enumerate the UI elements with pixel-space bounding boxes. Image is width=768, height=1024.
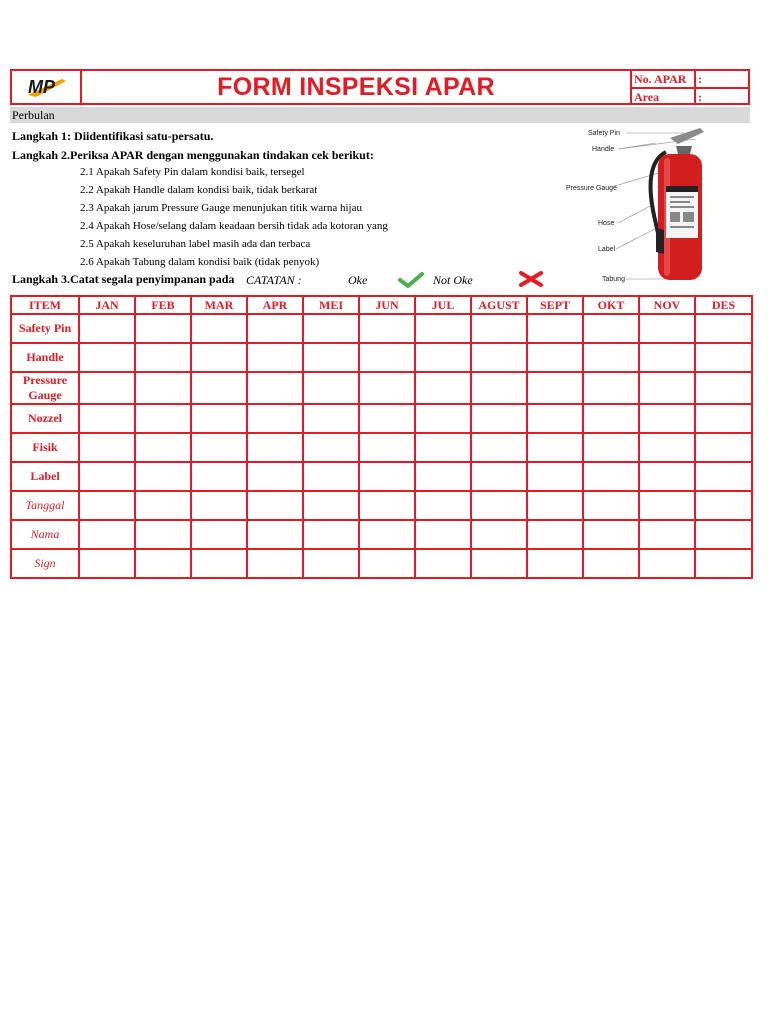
month-header: SEPT (527, 296, 583, 314)
inspection-cell[interactable] (415, 462, 471, 491)
inspection-cell[interactable] (527, 343, 583, 372)
item-header: ITEM (11, 296, 79, 314)
inspection-cell[interactable] (247, 520, 303, 549)
inspection-cell[interactable] (191, 404, 247, 433)
inspection-cell[interactable] (415, 314, 471, 343)
inspection-cell[interactable] (303, 433, 359, 462)
period-bar: Perbulan (10, 107, 750, 123)
inspection-cell[interactable] (135, 314, 191, 343)
inspection-cell[interactable] (639, 462, 695, 491)
step-3: Langkah 3.Catat segala penyimpanan pada (12, 272, 235, 286)
table-row (11, 404, 752, 433)
form-header (10, 69, 750, 105)
inspection-cell[interactable] (79, 520, 135, 549)
check-item: 2.1 Apakah Safety Pin dalam kondisi baik, tersegel (80, 166, 305, 178)
form-title: FORM INSPEKSI APAR (217, 72, 495, 101)
inspection-cell[interactable] (695, 404, 752, 433)
inspection-cell[interactable] (639, 343, 695, 372)
inspection-cell[interactable] (695, 372, 752, 404)
table-row (11, 343, 752, 372)
row-item-label: Nama (11, 520, 79, 549)
inspection-cell[interactable] (527, 462, 583, 491)
inspection-cell[interactable] (303, 549, 359, 578)
inspection-cell[interactable] (135, 520, 191, 549)
check-item: 2.6 Apakah Tabung dalam kondisi baik (tidak penyok) (80, 256, 320, 268)
inspection-cell[interactable] (247, 372, 303, 404)
inspection-cell[interactable] (583, 404, 639, 433)
month-header: JUL (415, 296, 471, 314)
oke-label: Oke (348, 273, 368, 287)
inspection-cell[interactable] (583, 372, 639, 404)
inspection-cell[interactable] (247, 314, 303, 343)
step-1: Langkah 1: Diidentifikasi satu-persatu. (12, 129, 214, 143)
inspection-cell[interactable] (79, 314, 135, 343)
inspection-cell[interactable] (135, 433, 191, 462)
inspection-cell[interactable] (359, 549, 415, 578)
table-header-row (11, 296, 752, 314)
inspection-cell[interactable] (359, 433, 415, 462)
inspection-cell[interactable] (583, 433, 639, 462)
inspection-cell[interactable] (639, 314, 695, 343)
row-item-label: Label (11, 462, 79, 491)
inspection-cell[interactable] (135, 343, 191, 372)
inspection-cell[interactable] (415, 520, 471, 549)
diagram-label-pressure-gauge: Pressure Gauge (566, 185, 617, 192)
inspection-cell[interactable] (527, 491, 583, 520)
inspection-cell[interactable] (527, 549, 583, 578)
inspection-cell[interactable] (639, 433, 695, 462)
meta-box (630, 71, 748, 103)
inspection-cell[interactable] (583, 462, 639, 491)
row-item-label: Pressure Gauge (11, 372, 79, 404)
inspection-cell[interactable] (639, 372, 695, 404)
table-row (11, 314, 752, 343)
inspection-cell[interactable] (527, 404, 583, 433)
inspection-cell[interactable] (359, 491, 415, 520)
inspection-table (10, 295, 753, 579)
inspection-cell[interactable] (583, 343, 639, 372)
inspection-cell[interactable] (303, 343, 359, 372)
inspection-cell[interactable] (79, 462, 135, 491)
inspection-cell[interactable] (303, 372, 359, 404)
inspection-cell[interactable] (639, 491, 695, 520)
inspection-cell[interactable] (303, 520, 359, 549)
month-header: MEI (303, 296, 359, 314)
inspection-cell[interactable] (359, 343, 415, 372)
inspection-cell[interactable] (247, 343, 303, 372)
no-apar-row (632, 71, 748, 87)
table-row (11, 433, 752, 462)
month-header: MAR (191, 296, 247, 314)
cross-icon (518, 270, 544, 288)
inspection-cell[interactable] (583, 491, 639, 520)
month-header: DES (695, 296, 752, 314)
inspection-cell[interactable] (191, 520, 247, 549)
check-item: 2.4 Apakah Hose/selang dalam keadaan bersih tidak ada kotoran yang (80, 220, 388, 232)
inspection-cell[interactable] (191, 314, 247, 343)
inspection-cell[interactable] (415, 372, 471, 404)
month-header: NOV (639, 296, 695, 314)
inspection-cell[interactable] (135, 404, 191, 433)
inspection-cell[interactable] (695, 433, 752, 462)
diagram-label-hose: Hose (598, 220, 615, 227)
inspection-cell[interactable] (471, 491, 527, 520)
inspection-cell[interactable] (191, 372, 247, 404)
inspection-cell[interactable] (79, 404, 135, 433)
row-item-label: Fisik (11, 433, 79, 462)
inspection-cell[interactable] (415, 343, 471, 372)
inspection-cell[interactable] (303, 462, 359, 491)
inspection-cell[interactable] (415, 433, 471, 462)
row-item-label: Tanggal (11, 491, 79, 520)
diagram-label-safety-pin: Safety Pin (588, 130, 620, 137)
inspection-cell[interactable] (583, 520, 639, 549)
month-header: FEB (135, 296, 191, 314)
inspection-cell[interactable] (191, 343, 247, 372)
inspection-cell[interactable] (527, 433, 583, 462)
inspection-cell[interactable] (695, 520, 752, 549)
month-header: JUN (359, 296, 415, 314)
inspection-cell[interactable] (303, 491, 359, 520)
inspection-cell[interactable] (415, 404, 471, 433)
inspection-cell[interactable] (247, 433, 303, 462)
row-item-label: Safety Pin (11, 314, 79, 343)
inspection-cell[interactable] (583, 549, 639, 578)
inspection-cell[interactable] (471, 520, 527, 549)
no-apar-label: No. APAR (632, 71, 696, 87)
inspection-cell[interactable] (695, 314, 752, 343)
inspection-cell[interactable] (695, 549, 752, 578)
inspection-cell[interactable] (303, 314, 359, 343)
inspection-cell[interactable] (247, 491, 303, 520)
inspection-cell[interactable] (79, 491, 135, 520)
inspection-cell[interactable] (359, 462, 415, 491)
month-header: APR (247, 296, 303, 314)
diagram-label-label: Label (598, 246, 616, 253)
inspection-cell[interactable] (247, 549, 303, 578)
inspection-cell[interactable] (359, 520, 415, 549)
inspection-cell[interactable] (639, 404, 695, 433)
extinguisher-diagram (560, 124, 750, 286)
check-item: 2.2 Apakah Handle dalam kondisi baik, tidak berkarat (80, 184, 318, 196)
logo (12, 71, 82, 103)
no-apar-field[interactable]: : (698, 72, 702, 86)
inspection-cell[interactable] (695, 491, 752, 520)
table-row (11, 549, 752, 578)
inspection-cell[interactable] (415, 549, 471, 578)
inspection-cell[interactable] (191, 491, 247, 520)
inspection-cell[interactable] (695, 343, 752, 372)
table-row (11, 462, 752, 491)
logo-text: MP (28, 77, 55, 97)
inspection-cell[interactable] (135, 549, 191, 578)
month-header: AGUST (471, 296, 527, 314)
inspection-cell[interactable] (527, 314, 583, 343)
inspection-cell[interactable] (527, 372, 583, 404)
check-icon (398, 272, 424, 288)
row-item-label: Sign (11, 549, 79, 578)
inspection-cell[interactable] (191, 433, 247, 462)
inspection-cell[interactable] (695, 462, 752, 491)
inspection-cell[interactable] (303, 404, 359, 433)
inspection-cell[interactable] (359, 372, 415, 404)
row-item-label: Handle (11, 343, 79, 372)
table-row (11, 372, 752, 404)
inspection-cell[interactable] (359, 314, 415, 343)
mp-logo-icon (22, 73, 70, 101)
inspection-cell[interactable] (471, 372, 527, 404)
inspection-cell[interactable] (359, 404, 415, 433)
diagram-label-tabung: Tabung (602, 276, 625, 283)
inspection-cell[interactable] (471, 314, 527, 343)
inspection-cell[interactable] (471, 433, 527, 462)
inspection-cell[interactable] (639, 549, 695, 578)
inspection-cell[interactable] (79, 343, 135, 372)
month-header: JAN (79, 296, 135, 314)
inspection-cell[interactable] (639, 520, 695, 549)
row-item-label: Nozzel (11, 404, 79, 433)
inspection-cell[interactable] (471, 404, 527, 433)
inspection-cell[interactable] (527, 520, 583, 549)
inspection-cell[interactable] (135, 491, 191, 520)
inspection-cell[interactable] (79, 433, 135, 462)
inspection-cell[interactable] (135, 462, 191, 491)
diagram-label-handle: Handle (592, 146, 615, 153)
inspection-cell[interactable] (471, 343, 527, 372)
inspection-cell[interactable] (191, 549, 247, 578)
inspection-cell[interactable] (471, 549, 527, 578)
check-item: 2.5 Apakah keseluruhan label masih ada dan terbaca (80, 238, 311, 250)
inspection-cell[interactable] (135, 372, 191, 404)
month-header: OKT (583, 296, 639, 314)
area-row (632, 87, 748, 105)
table-row (11, 491, 752, 520)
not-oke-label: Not Oke (433, 273, 473, 287)
check-item: 2.3 Apakah jarum Pressure Gauge menunjukan titik warna hijau (80, 202, 362, 214)
area-label: Area (632, 89, 696, 105)
catatan-label: CATATAN : (246, 273, 302, 287)
area-field[interactable]: : (698, 90, 702, 104)
inspection-cell[interactable] (79, 549, 135, 578)
inspection-cell[interactable] (79, 372, 135, 404)
inspection-cell[interactable] (247, 462, 303, 491)
inspection-cell[interactable] (471, 462, 527, 491)
inspection-cell[interactable] (247, 404, 303, 433)
inspection-cell[interactable] (583, 314, 639, 343)
inspection-cell[interactable] (191, 462, 247, 491)
inspection-cell[interactable] (415, 491, 471, 520)
step-2: Langkah 2.Periksa APAR dengan menggunakan tindakan cek berikut: (12, 148, 374, 162)
table-row (11, 520, 752, 549)
